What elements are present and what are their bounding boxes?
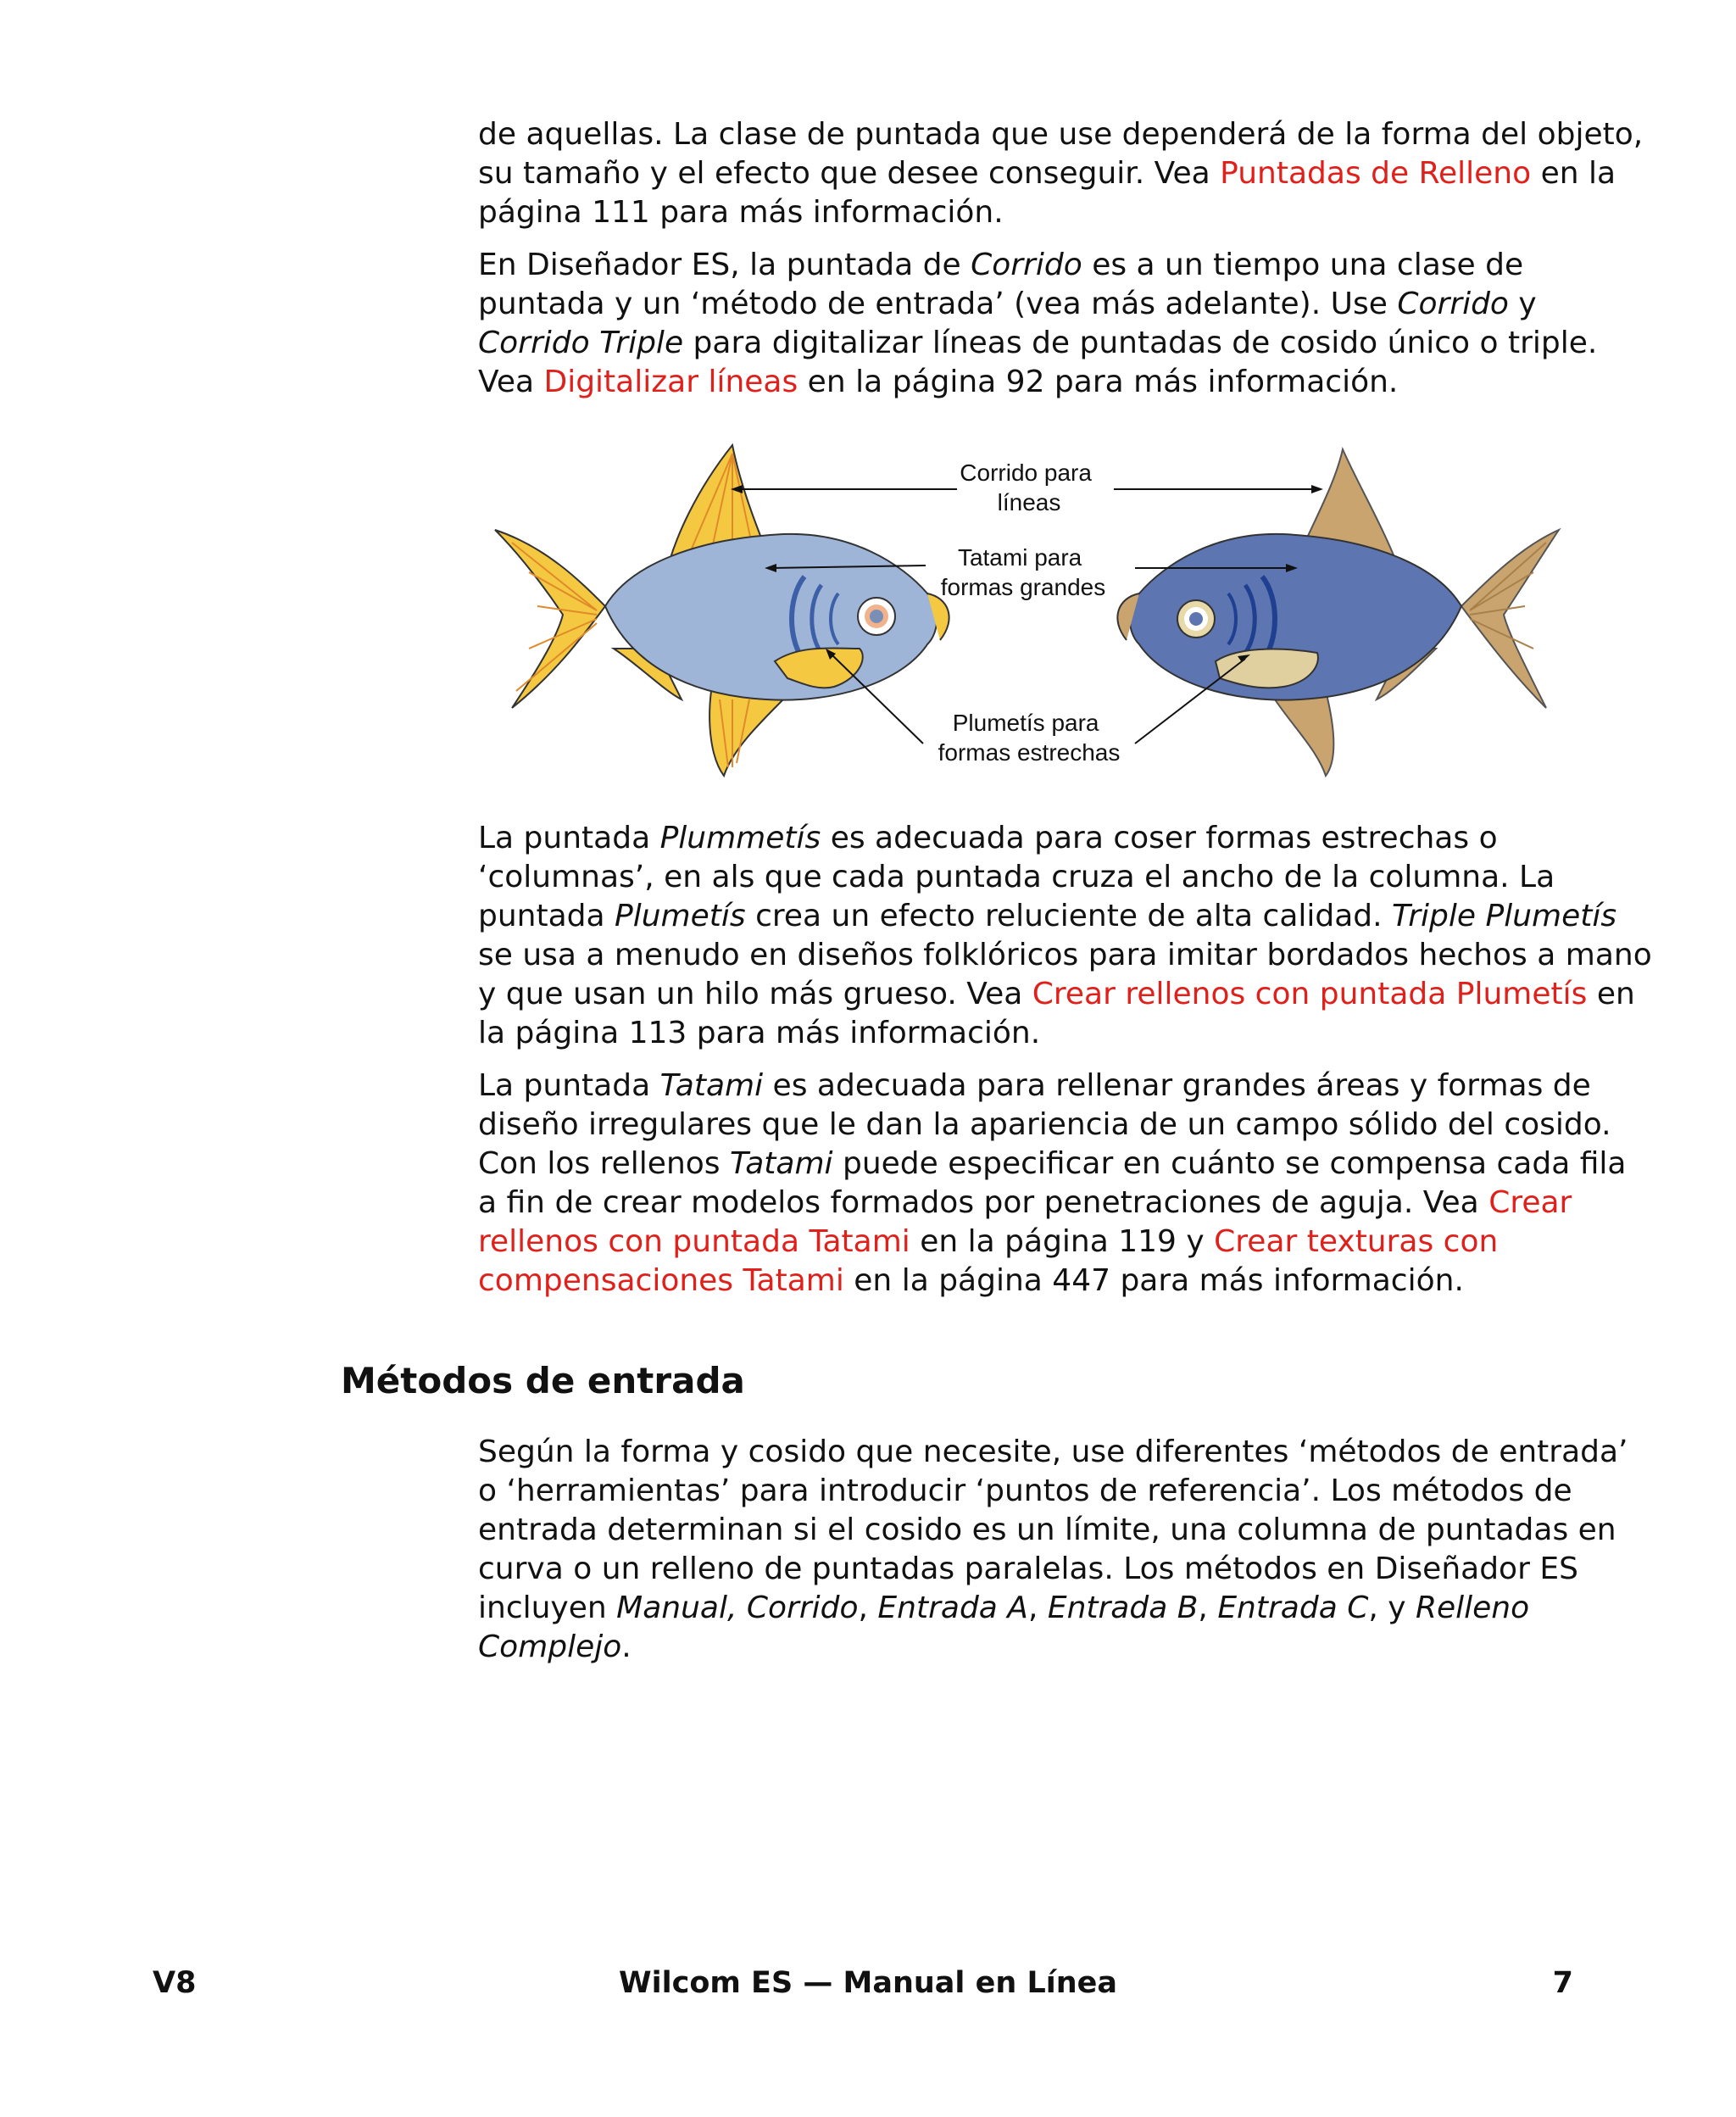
right-fish-illustration bbox=[1117, 449, 1559, 776]
italic-term: Entrada A bbox=[877, 1591, 1028, 1625]
text-line bbox=[478, 1106, 1611, 1145]
italic-term: Complejo bbox=[478, 1630, 622, 1664]
text: curva o un relleno de puntadas paralelas. Los métodos en Diseñador ES bbox=[478, 1552, 1578, 1586]
label-plumetis: Plumetís para formas estrechas bbox=[938, 710, 1121, 766]
text: página 111 para más información. bbox=[478, 195, 1004, 230]
text-line bbox=[478, 363, 1580, 402]
italic-term: Plumetís bbox=[615, 899, 746, 933]
text-line bbox=[478, 975, 1635, 1014]
text: Según la forma y cosido que necesite, use diferentes ‘métodos de entrada’ bbox=[478, 1435, 1628, 1469]
text-line bbox=[478, 193, 1580, 232]
italic-term: Corrido bbox=[1397, 287, 1509, 321]
text: La puntada bbox=[478, 821, 660, 855]
text-line bbox=[478, 897, 1617, 936]
text-line bbox=[478, 285, 1580, 324]
left-fish-illustration bbox=[495, 445, 949, 776]
footer-page-number: 7 bbox=[1552, 1966, 1573, 2000]
text: , y bbox=[1368, 1591, 1416, 1625]
text: la página 113 para más información. bbox=[478, 1016, 1041, 1050]
text: La puntada bbox=[478, 1068, 660, 1103]
text-line bbox=[478, 1628, 1580, 1667]
text: . bbox=[621, 1630, 632, 1664]
italic-term: Entrada B bbox=[1047, 1591, 1199, 1625]
text: entrada determinan si el cosido es un límite, una columna de puntadas en bbox=[478, 1513, 1616, 1547]
text: , bbox=[1027, 1591, 1048, 1625]
text: es a un tiempo una clase de bbox=[1082, 248, 1524, 282]
italic-term: Tatami bbox=[730, 1146, 833, 1181]
text-line bbox=[478, 1262, 1580, 1301]
link-crear-texturas[interactable]: Crear texturas con bbox=[1214, 1224, 1499, 1259]
text-line bbox=[478, 936, 1652, 975]
text-line bbox=[478, 154, 1616, 193]
italic-term: Relleno bbox=[1415, 1591, 1530, 1625]
paragraph-corrido bbox=[478, 246, 1598, 402]
text: diseño irregulares que le dan la apariencia de un campo sólido del cosido. bbox=[478, 1107, 1611, 1142]
text: , bbox=[1198, 1591, 1218, 1625]
right-fish-anal-fin bbox=[1275, 691, 1333, 776]
text: es adecuada para coser formas estrechas o bbox=[821, 821, 1498, 855]
link-crear-rellenos-tatami-cont[interactable]: rellenos con puntada Tatami bbox=[478, 1224, 910, 1259]
link-crear-rellenos-plumetis[interactable]: Crear rellenos con puntada Plumetís bbox=[1032, 977, 1588, 1011]
italic-term: Entrada C bbox=[1217, 1591, 1369, 1625]
fish-stitch-figure bbox=[478, 437, 1580, 784]
section-heading: Métodos de entrada bbox=[341, 1360, 745, 1401]
text: a fin de crear modelos formados por penetraciones de aguja. Vea bbox=[478, 1185, 1489, 1220]
paragraph-input-methods bbox=[478, 1433, 1628, 1667]
text: , bbox=[858, 1591, 878, 1625]
text-line bbox=[478, 324, 1598, 363]
label-corrido: Corrido para líneas bbox=[960, 460, 1092, 515]
label-tatami: Tatami para formas grandes bbox=[940, 544, 1106, 600]
text: Vea bbox=[478, 365, 544, 399]
text: crea un efecto reluciente de alta calidad. bbox=[745, 899, 1393, 933]
text: puntada bbox=[478, 899, 615, 933]
italic-term: Corrido bbox=[971, 248, 1082, 282]
text: y bbox=[1508, 287, 1537, 321]
link-digitalizar-lineas[interactable]: Digitalizar líneas bbox=[543, 365, 798, 399]
italic-term: Manual, Corrido bbox=[616, 1591, 859, 1625]
text-line bbox=[478, 1433, 1628, 1472]
text-line bbox=[478, 1550, 1580, 1589]
italic-term: Triple Plumetís bbox=[1392, 899, 1617, 933]
text: puntada y un ‘método de entrada’ (vea más adelante). Use bbox=[478, 287, 1398, 321]
text-line bbox=[478, 1223, 1580, 1262]
text-line bbox=[478, 1067, 1591, 1106]
text-line bbox=[478, 819, 1580, 858]
italic-term: Tatami bbox=[659, 1068, 764, 1103]
text-line bbox=[478, 115, 1644, 154]
paragraph-tatami bbox=[478, 1067, 1627, 1301]
text-line bbox=[478, 1511, 1616, 1550]
italic-term: Corrido Triple bbox=[478, 326, 684, 360]
text-line bbox=[478, 858, 1580, 897]
text: puede especificar en cuánto se compensa cada fila bbox=[832, 1146, 1627, 1181]
left-fish-tail bbox=[495, 530, 605, 708]
text: en bbox=[1587, 977, 1635, 1011]
text: se usa a menudo en diseños folklóricos para imitar bordados hechos a mano bbox=[478, 938, 1652, 972]
paragraph-plumetis bbox=[478, 819, 1652, 1053]
text: o ‘herramientas’ para introducir ‘puntos de referencia’. Los métodos de bbox=[478, 1474, 1572, 1508]
right-fish-tail bbox=[1461, 530, 1559, 708]
text-line bbox=[478, 1472, 1580, 1511]
text: su tamaño y el efecto que desee conseguir. Vea bbox=[478, 156, 1221, 191]
footer-title: Wilcom ES — Manual en Línea bbox=[618, 1966, 1118, 2000]
text: en la página 447 para más información. bbox=[843, 1263, 1464, 1298]
text: y que usan un hilo más grueso. Vea bbox=[478, 977, 1032, 1011]
text: en la bbox=[1531, 156, 1616, 191]
text-line bbox=[478, 1145, 1627, 1184]
text: incluyen bbox=[478, 1591, 617, 1625]
text-line bbox=[478, 1589, 1580, 1628]
link-crear-rellenos-tatami[interactable]: Crear bbox=[1488, 1185, 1572, 1220]
text: ‘columnas’, en als que cada puntada cruza el ancho de la columna. La bbox=[478, 860, 1555, 894]
italic-term: Plummetís bbox=[659, 821, 821, 855]
text: en la página 119 y bbox=[910, 1224, 1215, 1259]
text-line bbox=[478, 246, 1580, 285]
text: es adecuada para rellenar grandes áreas y formas de bbox=[763, 1068, 1591, 1103]
text: para digitalizar líneas de puntadas de cosido único o triple. bbox=[683, 326, 1598, 360]
text: en la página 92 para más información. bbox=[798, 365, 1399, 399]
text-line bbox=[478, 1014, 1580, 1053]
text: En Diseñador ES, la puntada de bbox=[478, 248, 971, 282]
text: Con los rellenos bbox=[478, 1146, 730, 1181]
link-puntadas-relleno[interactable]: Puntadas de Relleno bbox=[1220, 156, 1532, 191]
text: de aquellas. La clase de puntada que use dependerá de la forma del objeto, bbox=[478, 117, 1644, 152]
paragraph-stitch-types bbox=[478, 115, 1644, 232]
footer-version: V8 bbox=[153, 1966, 197, 2000]
link-crear-texturas-cont[interactable]: compensaciones Tatami bbox=[478, 1263, 844, 1298]
text-line bbox=[478, 1184, 1580, 1223]
